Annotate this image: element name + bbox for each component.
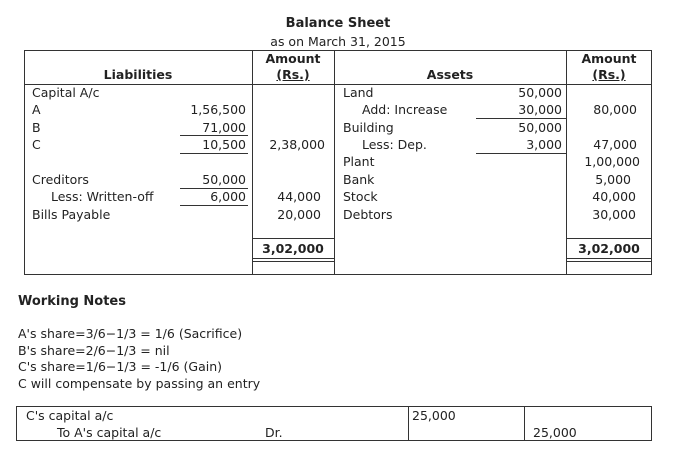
balance-sheet-title: Balance Sheet: [285, 16, 391, 31]
plant-label: Plant: [343, 154, 375, 169]
debtors-value: 30,000: [592, 207, 636, 222]
less-dep-label: Less: Dep.: [362, 137, 427, 152]
journal-debit-amount: 25,000: [412, 408, 456, 423]
land-value: 50,000: [518, 85, 562, 100]
partner-a-value: 1,56,500: [190, 102, 246, 117]
liabilities-total: 3,02,000: [262, 241, 324, 256]
amount-header-right: Amount: [581, 51, 637, 66]
land-label: Land: [343, 85, 374, 100]
creditors-value: 50,000: [202, 172, 246, 187]
bank-value: 5,000: [595, 172, 631, 187]
partner-c-value: 10,500: [202, 137, 246, 152]
journal-dr-label: Dr.: [265, 425, 283, 440]
capital-total: 2,38,000: [269, 137, 325, 152]
partner-b-label: B: [32, 120, 41, 135]
working-note-line: B's share=2/6−1/3 = nil: [18, 343, 170, 358]
building-net: 47,000: [593, 137, 637, 152]
building-value: 50,000: [518, 120, 562, 135]
creditors-net: 44,000: [277, 189, 321, 204]
amount-header-left: Amount: [265, 51, 321, 66]
assets-header: Assets: [426, 67, 474, 82]
debtors-label: Debtors: [343, 207, 393, 222]
stock-value: 40,000: [592, 189, 636, 204]
working-note-line: C's share=1/6−1/3 = -1/6 (Gain): [18, 359, 222, 374]
amount-unit-left: (Rs.): [276, 67, 310, 82]
assets-total: 3,02,000: [578, 241, 640, 256]
stock-label: Stock: [343, 189, 378, 204]
journal-credit-account: To A's capital a/c: [57, 425, 162, 440]
bills-payable-value: 20,000: [277, 207, 321, 222]
dep-value: 3,000: [526, 137, 562, 152]
working-note-line: C will compensate by passing an entry: [18, 376, 261, 391]
partner-b-value: 71,000: [202, 120, 246, 135]
liabilities-header: Liabilities: [103, 67, 173, 82]
partner-a-label: A: [32, 102, 41, 117]
increase-value: 30,000: [518, 102, 562, 117]
add-increase-label: Add: Increase: [362, 102, 448, 117]
written-off-label: Less: Written-off: [51, 189, 154, 204]
journal-debit-account: C's capital a/c: [26, 408, 114, 423]
capital-label: Capital A/c: [32, 85, 100, 100]
bank-label: Bank: [343, 172, 375, 187]
land-total: 80,000: [593, 102, 637, 117]
creditors-label: Creditors: [32, 172, 89, 187]
building-label: Building: [343, 120, 394, 135]
working-notes-heading: Working Notes: [18, 294, 126, 309]
journal-credit-amount: 25,000: [533, 425, 577, 440]
plant-value: 1,00,000: [584, 154, 640, 169]
balance-sheet-subtitle: as on March 31, 2015: [270, 34, 406, 49]
partner-c-label: C: [32, 137, 41, 152]
amount-unit-right: (Rs.): [592, 67, 626, 82]
bills-payable-label: Bills Payable: [32, 207, 111, 222]
working-note-line: A's share=3/6−1/3 = 1/6 (Sacrifice): [18, 326, 243, 341]
written-off-value: 6,000: [210, 189, 246, 204]
